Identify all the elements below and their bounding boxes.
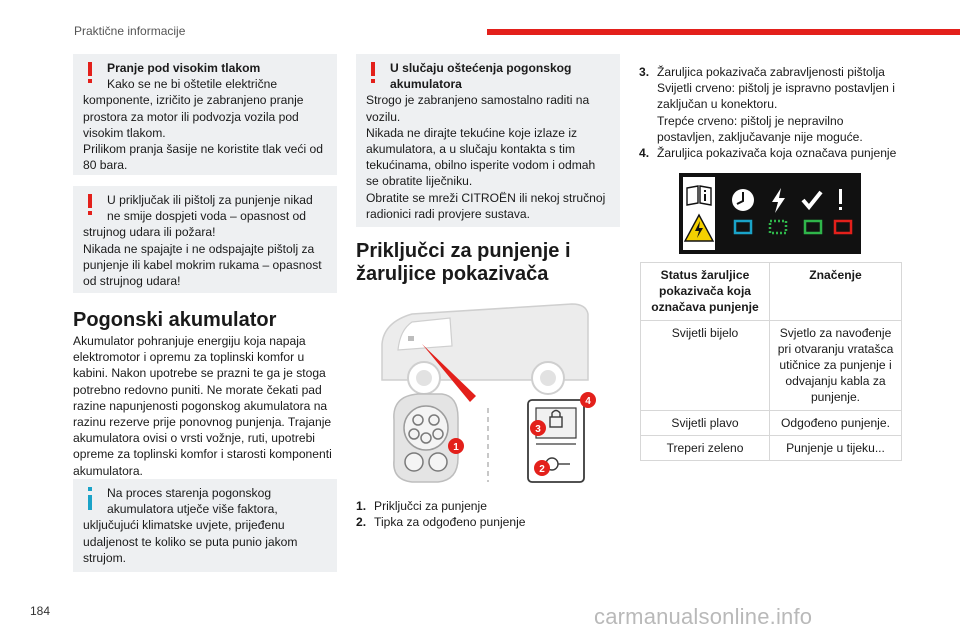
list-item: 4. Žaruljica pokazivača koja označava punjenje [639, 146, 897, 161]
warning-text: Obratite se mreži CITROËN ili nekoj stručnoj radionici radi provjere sustava. [366, 190, 606, 221]
callout-3 [530, 420, 546, 436]
table-row [641, 435, 902, 460]
info-text: Na proces starenja pogonskog [107, 486, 272, 500]
warning-text: Strogo je zabranjeno samostalno raditi na vozilu. [366, 93, 590, 124]
warning-text: strujnog udara ili požara! [83, 225, 216, 240]
list-item: 3. Žaruljica pokazivača zabravljenosti pištolja Svijetli crveno: pištolj je ispravno postavljen i zaključan u konektoru. Trepće crveno: pištolj je nepravilno postavljen, zaključavanje nije moguće. [639, 65, 895, 144]
table-header: Status žaruljice pokazivača koja označava punjenje [641, 263, 770, 321]
info-text: akumulatora utječe više faktora, [107, 502, 278, 517]
svg-text:1: 1 [453, 442, 459, 453]
indicator-status-table [640, 262, 902, 461]
table-header: Značenje [770, 263, 902, 321]
table-row [641, 410, 902, 435]
table-cell: Svjetlo za navođenje pri otvaranju vratašca utičnice za punjenje i odvajanju kabla za punjenje. [770, 320, 902, 410]
legend-list-continued [639, 64, 903, 161]
page-number: 184 [30, 604, 51, 618]
list-item: 2. Tipka za odgođeno punjenje [356, 515, 526, 530]
legend-list [356, 498, 620, 530]
charging-indicator-panel [679, 173, 861, 254]
running-header: Praktične informacije [74, 24, 186, 38]
warning-icon [83, 62, 97, 84]
warning-title: Pranje pod visokim tlakom [107, 61, 261, 75]
table-cell: Svijetli bijelo [641, 320, 770, 410]
warning-text: ne smije dospjeti voda – opasnost od [107, 209, 307, 224]
warning-icon [366, 62, 380, 84]
charging-port-illustration [372, 300, 606, 490]
warning-text: Kako se ne bi oštetile električne [107, 77, 278, 92]
warning-box-damaged-battery [356, 54, 620, 227]
clock-icon [732, 189, 754, 211]
info-icon [83, 487, 97, 511]
warning-text: Nikada ne spajajte i ne odspajajte pištolj za punjenje ili kabel mokrim rukama – opasnost od strujnog udara! [83, 241, 322, 289]
callout-4 [580, 392, 596, 408]
paragraph-battery: Akumulator pohranjuje energiju koja napaja elektromotor i opremu za toplinski komfor u kabini. Nakon upotrebe se prazni te ga je stoga potrebno redovno puniti. Ne morate čekati pad razine napunjenosti pogonskog akumulatora na razinu rezerve prije ponovnog punjenja. Trajanje akumulatora ovisi o vrsti vožnje, ruti, upotrebi opreme za toplinski komfor i starosti komponenti akumulatora. [73, 334, 332, 478]
info-box-battery-aging [73, 479, 337, 572]
table-header-row [641, 263, 902, 321]
table-row [641, 320, 902, 410]
warning-text: komponente, izričito je zabranjeno pranje prostora za motor ili podvozja vozila pod visokim tlakom. [83, 93, 304, 140]
warning-text: U priključak ili pištolj za punjenje nikad [107, 193, 313, 207]
svg-text:4: 4 [585, 396, 591, 407]
svg-text:3: 3 [535, 424, 541, 435]
warning-text: Nikada ne dirajte tekućine koje izlaze iz akumulatora, a u slučaju kontakta s tim tekućinama, obilno isperite vodom i odmah se obratite liječniku. [366, 125, 596, 189]
warning-icon [83, 194, 97, 216]
warning-text: Prilikom pranja šasije ne koristite tlak veći od 80 bara. [83, 142, 323, 173]
table-cell: Treperi zeleno [641, 435, 770, 460]
info-text: uključujući klimatske uvjete, prijeđenu udaljenost te koliko se puta punio jakom strujom. [83, 518, 298, 565]
header-accent-bar [487, 29, 960, 35]
warning-title: U slučaju oštećenja pogonskog akumulatora [390, 61, 572, 92]
callout-2 [534, 460, 550, 476]
section-heading: Pogonski akumulator [73, 309, 277, 331]
warning-box-water-connector [73, 186, 337, 293]
watermark: carmanualsonline.info [594, 604, 813, 629]
table-cell: Punjenje u tijeku... [770, 435, 902, 460]
table-cell: Svijetli plavo [641, 410, 770, 435]
table-cell: Odgođeno punjenje. [770, 410, 902, 435]
callout-1 [448, 438, 464, 454]
warning-box-pressure-washing [73, 54, 337, 175]
section-heading: Priključci za punjenje i žaruljice pokazivača [356, 240, 571, 285]
list-item: 1. Priključci za punjenje [356, 499, 487, 513]
svg-text:2: 2 [539, 464, 545, 475]
